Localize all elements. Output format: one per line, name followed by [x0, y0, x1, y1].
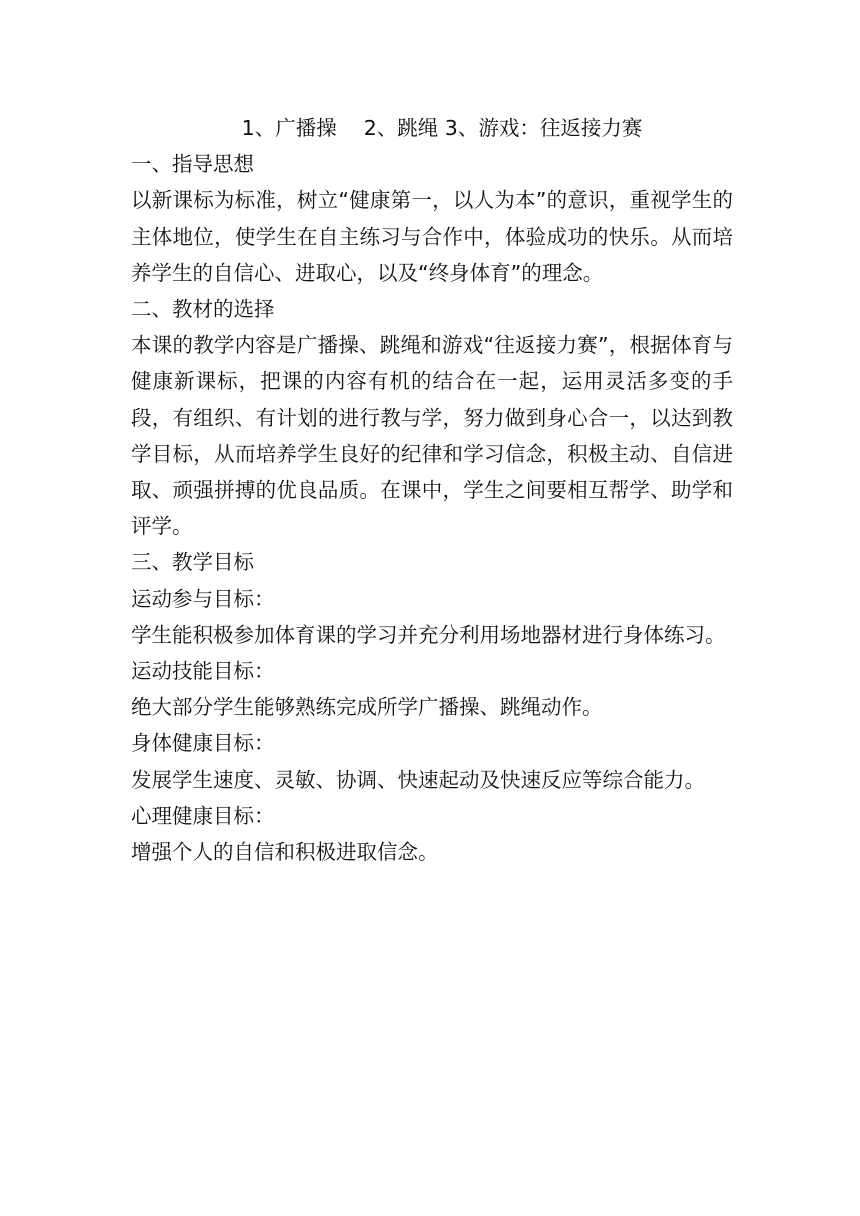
section-paragraph-guiding-ideology: 以新课标为标准，树立“健康第一，以人为本”的意识，重视学生的主体地位，使学生在自主练习与合作中，体验成功的快乐。从而培养学生的自信心、进取心，以及“终身体育”的理念。 — [131, 188, 733, 285]
section-heading-material-selection: 二、教材的选择 — [131, 297, 275, 322]
goal-text-sports-skill: 绝大部分学生能够熟练完成所学广播操、跳绳动作。 — [131, 695, 603, 720]
section-heading-guiding-ideology: 一、指导思想 — [131, 152, 254, 177]
goal-text-physical-health: 发展学生速度、灵敏、协调、快速起动及快速反应等综合能力。 — [131, 767, 705, 792]
goal-label-sports-participation: 运动参与目标： — [131, 586, 275, 611]
goal-label-physical-health: 身体健康目标： — [131, 731, 275, 756]
document-body — [131, 110, 733, 870]
document-title: 1、广播操 2、跳绳 3、游戏：往返接力赛 — [241, 116, 643, 140]
section-heading-teaching-goals: 三、教学目标 — [131, 550, 254, 575]
goal-text-sports-participation: 学生能积极参加体育课的学习并充分利用场地器材进行身体练习。 — [131, 622, 726, 647]
goal-text-mental-health: 增强个人的自信和积极进取信念。 — [131, 840, 439, 865]
section-paragraph-material-selection: 本课的教学内容是广播操、跳绳和游戏“往返接力赛”，根据体育与健康新课标，把课的内容有机的结合在一起，运用灵活多变的手段，有组织、有计划的进行教与学，努力做到身心合一，以达到教学目标，从而培养学生良好的纪律和学习信念，积极主动、自信进取、顽强拼搏的优良品质。在课中，学生之间要相互帮学、助学和评学。 — [131, 333, 733, 539]
goal-label-sports-skill: 运动技能目标： — [131, 659, 275, 684]
goal-label-mental-health: 心理健康目标： — [131, 803, 275, 828]
